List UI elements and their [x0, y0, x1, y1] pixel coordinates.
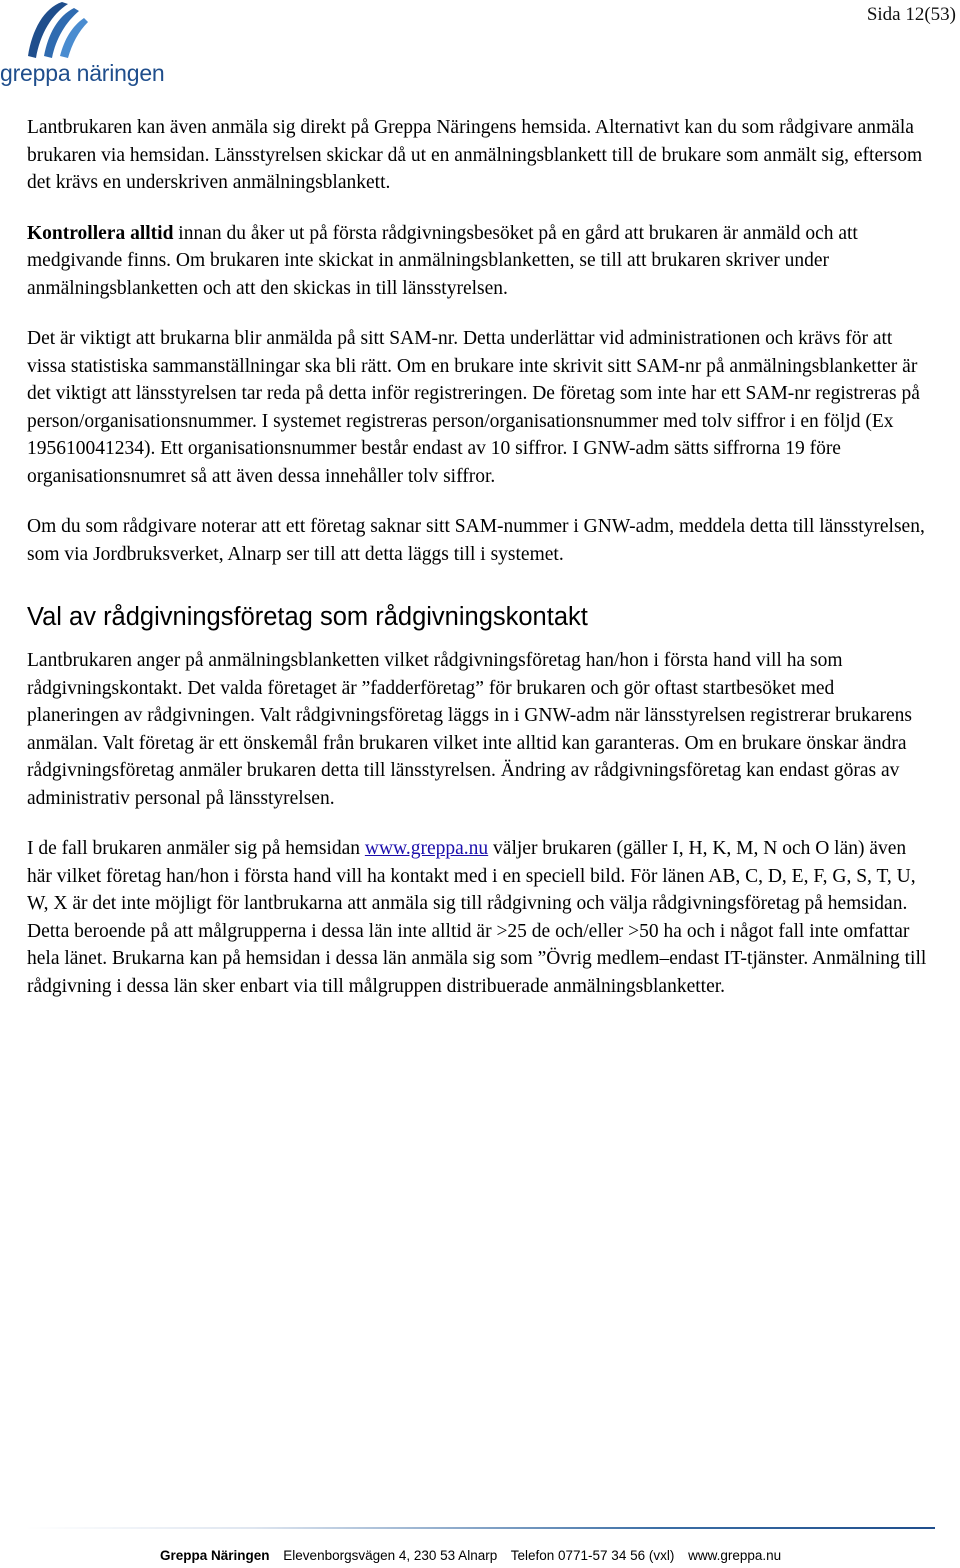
footer-address: Elevenborgsvägen 4, 230 53 Alnarp: [283, 1548, 498, 1563]
paragraph-missing-sam: Om du som rådgivare noterar att ett företag saknar sitt SAM-nummer i GNW-adm, meddela detta till länsstyrelsen, som via Jordbruksverket, Alnarp ser till att detta läggs till i systemet.: [27, 516, 925, 565]
paragraph-advisor-choice: Lantbrukaren anger på anmälningsblanketten vilket rådgivningsföretag han/hon i första hand vill ha som rådgivningskontakt. Det valda företaget är ”fadderföretag” för brukaren och gör oftast startbesöket med planeringen av rådgivningen. Valt rådgivningsföretag läggs in i GNW-adm när länsstyrelsen registrerar brukarens anmälan. Valt företag är ett önskemål från brukaren vilket inte alltid kan garanteras. Om en brukare önskar ändra rådgivningsföretag anmäler brukaren detta till länsstyrelsen. Ändring av rådgivningsföretag kan endast göras av administrativ personal på länsstyrelsen.: [27, 650, 912, 809]
document-body: [27, 114, 931, 1023]
footer-divider: [25, 1527, 935, 1529]
paragraph-website-registration: [27, 835, 931, 1000]
paragraph-text: väljer brukaren (gäller I, H, K, M, N och O län) även här vilket företag han/hon i första hand vill ha kontakt med i en speciell bild. För länen AB, C, D, E, F, G, S, T, U, W, X är det inte möjligt för lantbrukarna att anmäla sig till rådgivning och välja rådgivningsföretag på hemsidan. Detta beroende på att målgrupperna i dessa län inte alltid är >25 de och/eller >50 ha och i något fall inte omfattar hela länet. Brukarna kan på hemsidan i dessa län anmäla sig som ”Övrig medlem–endast IT-tjänster. Anmälning till rådgivning i dessa län sker enbart via till målgruppen distribuerade anmälningsblanketter.: [27, 838, 927, 997]
page-footer: [160, 1548, 791, 1563]
website-link[interactable]: www.greppa.nu: [364, 838, 489, 859]
greppa-logo: [0, 0, 170, 92]
section-heading: Val av rådgivningsföretag som rådgivningskontakt: [27, 603, 588, 631]
paragraph-registration: Lantbrukaren kan även anmäla sig direkt på Greppa Näringens hemsida. Alternativt kan du som rådgivare anmäla brukaren via hemsidan. Länsstyrelsen skickar då ut en anmälningsblankett till de brukare som anmält sig, eftersom det krävs en underskriven anmälningsblankett.: [27, 117, 923, 193]
page-number: Sida 12(53): [866, 4, 956, 25]
paragraph-check-registration: [27, 220, 931, 303]
logo-mark-icon: [22, 0, 90, 60]
footer-org: Greppa Näringen: [160, 1548, 270, 1563]
footer-website: www.greppa.nu: [688, 1548, 782, 1563]
paragraph-text: I de fall brukaren anmäler sig på hemsidan: [27, 838, 365, 859]
paragraph-sam-number: Det är viktigt att brukarna blir anmälda på sitt SAM-nr. Detta underlättar vid administrationen och krävs för att vissa statistiska sammanställningar ska bli rätt. Om en brukare inte skrivit sitt SAM-nr på anmälningsblanketter är det viktigt att länsstyrelsen tar reda på detta inför registreringen. De företag som inte har ett SAM-nr registreras på person/organisationsnummer. I systemet registreras person/organisationsnummer med tolv siffror i en följd (Ex 195610041234). Ett organisationsnummer består endast av 10 siffror. I GNW-adm sätts siffrorna 19 före organisationsnumret så att även dessa innehåller tolv siffror.: [27, 328, 920, 487]
paragraph-text: innan du åker ut på första rådgivningsbesöket på en gård att brukaren är anmäld och att medgivande finns. Om brukaren inte skickat in anmälningsblanketten, se till att brukaren skriver under anmälningsblanketten och att den skickas in till länsstyrelsen.: [27, 222, 858, 299]
emphasis-text: Kontrollera alltid: [27, 222, 174, 244]
logo-text: greppa näringen: [0, 60, 165, 86]
footer-phone: Telefon 0771-57 34 56 (vxl): [510, 1548, 675, 1563]
